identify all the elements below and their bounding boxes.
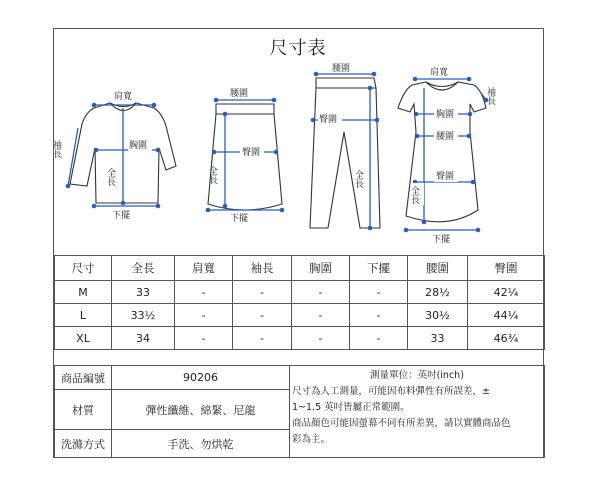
dress-waist-label: 腰圍: [436, 132, 455, 142]
header-cell: 全長: [112, 256, 175, 281]
header-cell: 肩寬: [175, 256, 233, 281]
material-label: 材質: [55, 390, 112, 430]
header-cell: 下擺: [350, 256, 408, 281]
dress-chest-label: 胸圍: [436, 110, 455, 120]
dress-length-label: 全長: [409, 186, 419, 204]
wash-label: 洗滌方式: [55, 430, 112, 458]
table-cell: -: [350, 281, 408, 304]
measurement-notes: [290, 366, 545, 458]
table-cell: -: [233, 327, 292, 350]
table-row: [55, 327, 545, 350]
table-cell: -: [175, 327, 233, 350]
pants-hip-label: 臀圍: [319, 115, 338, 125]
table-cell: M: [55, 281, 112, 304]
skirt-illustration: [206, 88, 285, 224]
size-table: [54, 255, 545, 350]
table-row: [55, 304, 545, 327]
table-cell: 33: [408, 327, 468, 350]
skirt-hip-label: 臀圍: [242, 148, 261, 158]
dress-illustration: [398, 66, 496, 245]
skirt-hem-label: 下擺: [230, 214, 249, 224]
pants-waist-label: 腰圍: [332, 64, 351, 74]
dress-sleeve-label: 袖長: [485, 87, 495, 105]
header-cell: 腰圍: [408, 256, 468, 281]
skirt-waist-label: 腰圍: [230, 89, 249, 99]
product-code-value: 90206: [112, 366, 290, 390]
header-cell: 胸圍: [292, 256, 350, 281]
note-line: 彩為主。: [292, 434, 331, 445]
note-line: 1~1.5 英吋皆屬正常範圍。: [292, 402, 410, 413]
shirt-sleeve-label: 袖長: [51, 140, 61, 158]
table-cell: -: [350, 327, 408, 350]
table-cell: -: [292, 304, 350, 327]
table-row: [55, 366, 545, 390]
table-cell: XL: [55, 327, 112, 350]
dress-hip-label: 臀圍: [436, 172, 455, 182]
table-cell: 33½: [112, 304, 175, 327]
table-row: [55, 281, 545, 304]
header-cell: 袖長: [233, 256, 292, 281]
pants-length-label: 全長: [353, 170, 363, 188]
note-line: 尺寸為人工測量，可能因布料彈性有所誤差，±: [292, 386, 490, 397]
dress-shoulder-label: 肩寬: [430, 68, 449, 78]
shirt-shoulder-label: 肩寬: [114, 92, 133, 102]
shirt-illustration: [51, 90, 176, 221]
wash-value: 手洗、勿烘乾: [112, 430, 290, 458]
table-cell: -: [292, 281, 350, 304]
page-title: 尺寸表: [269, 38, 327, 59]
product-info-table: [54, 365, 545, 458]
note-line: 商品顏色可能因螢幕不同有所差異，請以實體商品色: [292, 418, 511, 429]
table-cell: -: [233, 304, 292, 327]
pants-illustration: [310, 63, 380, 230]
table-cell: -: [175, 281, 233, 304]
material-value: 彈性纖維、綿緊、尼龍: [112, 390, 290, 430]
table-cell: 46¾: [468, 327, 545, 350]
skirt-length-label: 全長: [207, 166, 217, 184]
table-cell: 44¼: [468, 304, 545, 327]
shirt-length-label: 全長: [105, 168, 115, 186]
table-cell: 34: [112, 327, 175, 350]
shirt-hem-label: 下擺: [112, 211, 131, 221]
note-title: 測量單位：英吋(inch): [370, 370, 464, 381]
table-cell: 33: [112, 281, 175, 304]
table-cell: 42¼: [468, 281, 545, 304]
table-cell: 28½: [408, 281, 468, 304]
table-cell: -: [233, 281, 292, 304]
shirt-chest-label: 胸圍: [129, 141, 148, 151]
table-cell: -: [350, 304, 408, 327]
product-code-label: 商品編號: [55, 366, 112, 390]
size-table-header: [55, 256, 545, 281]
table-cell: L: [55, 304, 112, 327]
header-cell: 臀圍: [468, 256, 545, 281]
table-cell: 30½: [408, 304, 468, 327]
table-cell: -: [175, 304, 233, 327]
garment-illustrations: [51, 58, 544, 254]
table-cell: -: [292, 327, 350, 350]
dress-hem-label: 下擺: [432, 235, 451, 245]
header-cell: 尺寸: [55, 256, 112, 281]
